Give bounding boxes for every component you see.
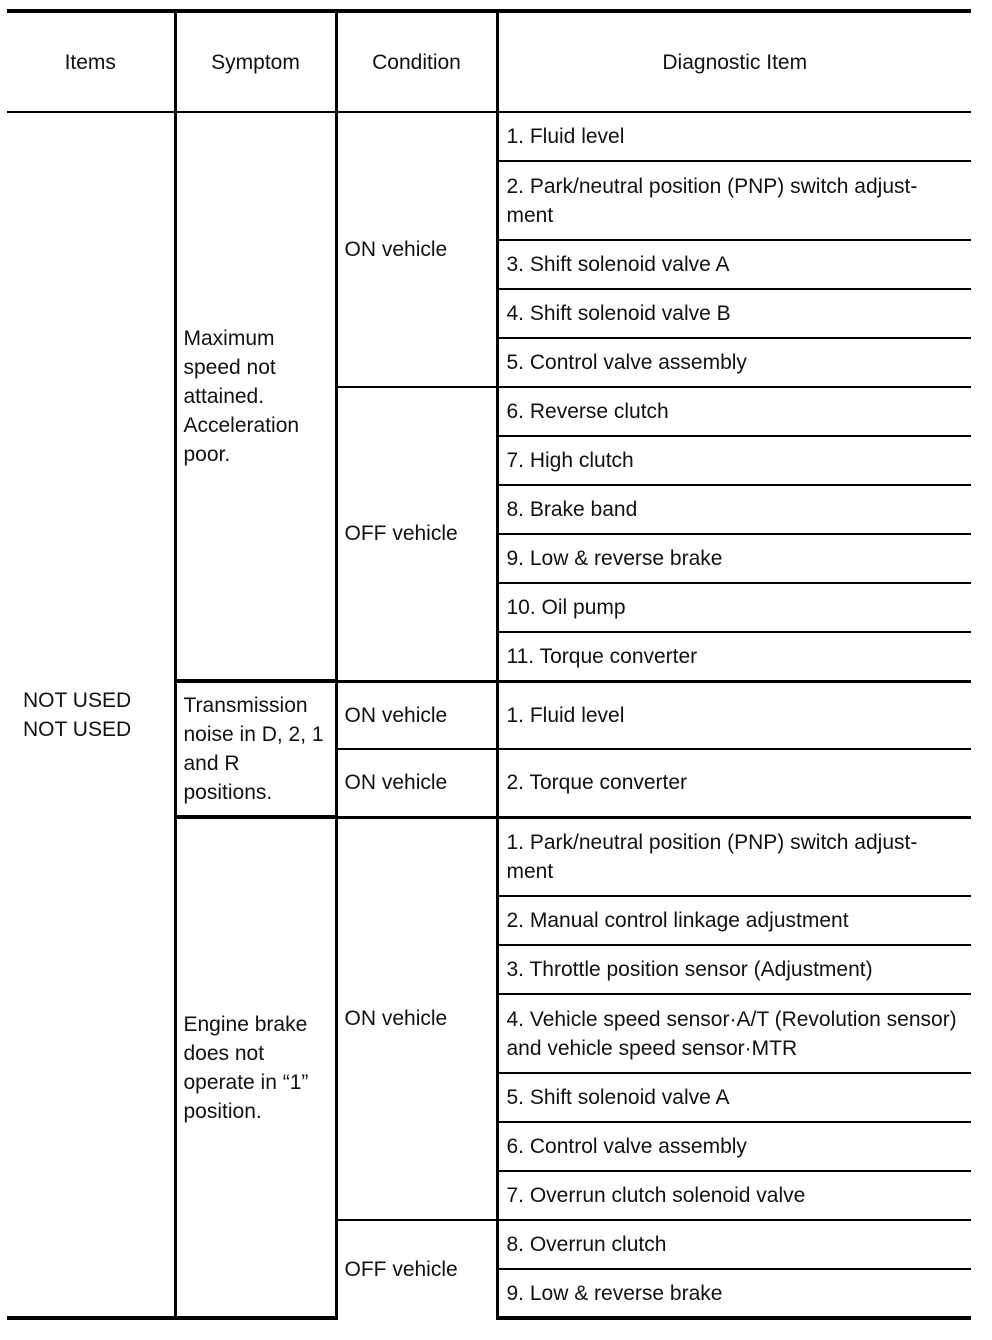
- diagnostic-item-cell: 4. Shift solenoid valve B: [497, 289, 971, 338]
- header-symptom: Symptom: [175, 11, 336, 112]
- table-row: [7, 112, 971, 161]
- diagnostic-table: [7, 9, 971, 1320]
- condition-cell: ON vehicle: [336, 681, 497, 749]
- diagnostic-item-cell: 5. Control valve assembly: [497, 338, 971, 387]
- diagnostic-item-cell: 3. Shift solenoid valve A: [497, 240, 971, 289]
- diagnostic-item-cell: 1. Fluid level: [497, 681, 971, 749]
- table-body: [7, 112, 971, 1318]
- diagnostic-item-cell: 1. Fluid level: [497, 112, 971, 161]
- diagnostic-item-cell: 7. High clutch: [497, 436, 971, 485]
- diagnostic-item-cell: 9. Low & reverse brake: [497, 1269, 971, 1318]
- condition-cell: OFF vehicle: [336, 387, 497, 681]
- condition-cell: OFF vehicle: [336, 1220, 497, 1318]
- diagnostic-item-cell: 1. Park/neutral position (PNP) switch adjust-ment: [497, 817, 971, 896]
- symptom-cell: Engine brake does not operate in “1” position.: [175, 817, 336, 1318]
- diagnostic-item-cell: 7. Overrun clutch solenoid valve: [497, 1171, 971, 1220]
- diagnostic-item-cell: 2. Park/neutral position (PNP) switch adjust-ment: [497, 161, 971, 240]
- diagnostic-item-cell: 6. Reverse clutch: [497, 387, 971, 436]
- diagnostic-item-cell: 6. Control valve assembly: [497, 1122, 971, 1171]
- symptom-cell: Maximum speed not attained. Acceleration poor.: [175, 112, 336, 681]
- header-items: Items: [7, 11, 175, 112]
- condition-cell: ON vehicle: [336, 817, 497, 1220]
- items-label: NOT USED: [23, 688, 132, 712]
- diagnostic-item-cell: 10. Oil pump: [497, 583, 971, 632]
- diagnostic-item-cell: 11. Torque converter: [497, 632, 971, 681]
- condition-cell: ON vehicle: [336, 749, 497, 817]
- header-row: [7, 11, 971, 112]
- diagnostic-item-cell: 2. Manual control linkage adjustment: [497, 896, 971, 945]
- diagnostic-item-cell: 4. Vehicle speed sensor·A/T (Revolution sensor) and vehicle speed sensor·MTR: [497, 994, 971, 1073]
- diagnostic-item-cell: 3. Throttle position sensor (Adjustment): [497, 945, 971, 994]
- diagnostic-item-cell: 5. Shift solenoid valve A: [497, 1073, 971, 1122]
- items-cell: [7, 112, 175, 1318]
- symptom-cell: Transmission noise in D, 2, 1 and R positions.: [175, 681, 336, 817]
- header-diagnostic-item: Diagnostic Item: [497, 11, 971, 112]
- diagnostic-item-cell: 9. Low & reverse brake: [497, 534, 971, 583]
- diagnostic-item-cell: 8. Brake band: [497, 485, 971, 534]
- diagnostic-item-cell: 8. Overrun clutch: [497, 1220, 971, 1269]
- items-label: NOT USED: [23, 717, 132, 741]
- header-condition: Condition: [336, 11, 497, 112]
- condition-cell: ON vehicle: [336, 112, 497, 387]
- diagnostic-item-cell: 2. Torque converter: [497, 749, 971, 817]
